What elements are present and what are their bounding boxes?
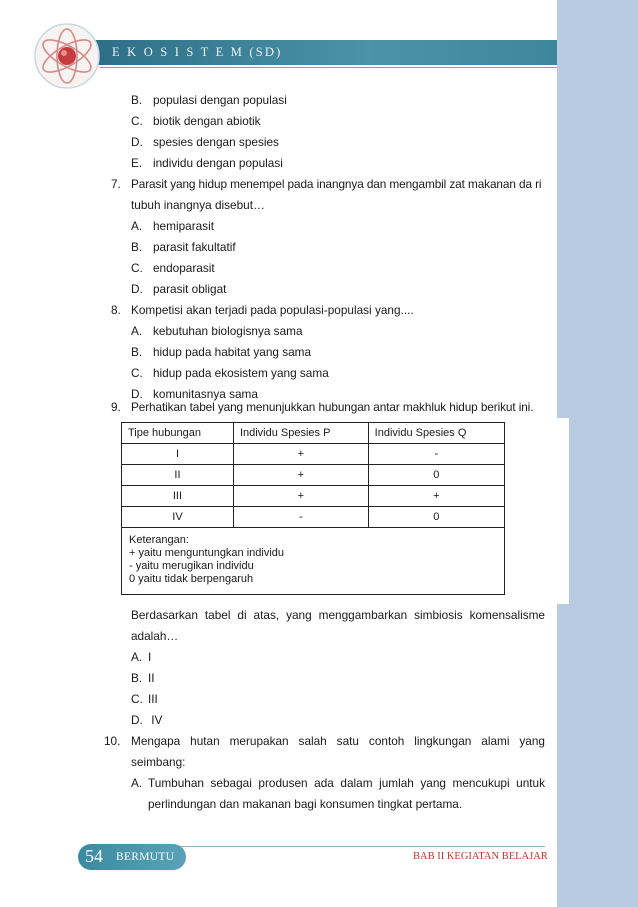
- page-number: 54: [85, 846, 103, 866]
- table-cell: IV: [122, 507, 234, 528]
- option-text: hidup pada ekosistem yang sama: [153, 366, 329, 380]
- table-cell: III: [122, 486, 234, 507]
- q9-option-b: [131, 668, 155, 689]
- q7-option-c: [131, 258, 215, 279]
- option-text: komunitasnya sama: [153, 387, 258, 401]
- table-row: [122, 486, 505, 507]
- option-letter: A.: [131, 650, 143, 664]
- option-letter: C.: [131, 692, 143, 706]
- q9-number: 9.: [111, 400, 121, 414]
- q10-text-line1: Mengapa hutan merupakan salah satu contoh lingkungan alami yang: [131, 734, 545, 748]
- option-text: biotik dengan abiotik: [153, 114, 261, 128]
- table-header-cell: Individu Spesies Q: [368, 423, 504, 444]
- table-row: [122, 465, 505, 486]
- q6-option-b: [131, 90, 287, 111]
- q10-option-a-letter: A.: [131, 776, 143, 790]
- option-letter: E.: [131, 156, 143, 170]
- q6-option-c: [131, 111, 261, 132]
- q9-option-c: [131, 689, 158, 710]
- option-letter: D.: [131, 387, 143, 401]
- option-text: hidup pada habitat yang sama: [153, 345, 312, 359]
- table-cell: 0: [368, 465, 504, 486]
- table-notes-row: [122, 528, 505, 595]
- q10-option-a-line2: perlindungan dan makanan bagi konsumen tingkat pertama.: [148, 797, 463, 811]
- q7-option-a: [131, 216, 214, 237]
- table-cell: II: [122, 465, 234, 486]
- option-text: IV: [148, 713, 163, 727]
- table-cell: +: [233, 486, 368, 507]
- table-header-row: [122, 423, 505, 444]
- option-text: parasit fakultatif: [153, 240, 236, 254]
- table-cell: +: [368, 486, 504, 507]
- notes-title: Keterangan:: [129, 534, 189, 546]
- option-letter: C.: [131, 114, 143, 128]
- table-cell: 0: [368, 507, 504, 528]
- option-letter: B.: [131, 240, 143, 254]
- option-text: spesies dengan spesies: [153, 135, 279, 149]
- q7-text-line1: Parasit yang hidup menempel pada inangnya dan mengambil zat makanan da ri: [131, 177, 542, 191]
- option-text: individu dengan populasi: [153, 156, 283, 170]
- q9-option-d: [131, 710, 163, 731]
- q10-option-a-line1: Tumbuhan sebagai produsen ada dalam jumlah yang mencukupi untuk: [148, 776, 545, 790]
- q6-option-e: [131, 153, 283, 174]
- table-cell: +: [233, 444, 368, 465]
- chapter-label: BAB II KEGIATAN BELAJAR: [413, 851, 548, 862]
- q6-option-d: [131, 132, 279, 153]
- q9-question-line1: Berdasarkan tabel di atas, yang menggambarkan simbiosis komensalisme: [131, 608, 545, 622]
- option-letter: B.: [131, 671, 143, 685]
- header-title: E K O S I S T E M (SD): [112, 45, 283, 59]
- notes-item: 0 yaitu tidak berpengaruh: [129, 573, 254, 585]
- option-letter: D.: [131, 282, 143, 296]
- q9-question-line2: adalah…: [131, 629, 179, 643]
- q8-option-c: [131, 363, 329, 384]
- q7-text-line2: tubuh inangnya disebut…: [131, 198, 265, 212]
- option-text: endoparasit: [153, 261, 215, 275]
- option-letter: A.: [131, 324, 143, 338]
- option-text: hemiparasit: [153, 219, 214, 233]
- option-letter: D.: [131, 713, 143, 727]
- table-row: [122, 507, 505, 528]
- q7-number: 7.: [111, 177, 121, 191]
- option-text: II: [148, 671, 155, 685]
- option-text: populasi dengan populasi: [153, 93, 287, 107]
- q10-text-line2: seimbang:: [131, 755, 186, 769]
- notes-item: + yaitu menguntungkan individu: [129, 547, 285, 559]
- option-letter: D.: [131, 135, 143, 149]
- table-cell: -: [368, 444, 504, 465]
- option-letter: C.: [131, 261, 143, 275]
- q8-option-b: [131, 342, 312, 363]
- q9-text-line1: Perhatikan tabel yang menunjukkan hubungan antar makhluk hidup berikut ini.: [131, 400, 534, 414]
- notes-item: - yaitu merugikan individu: [129, 560, 254, 572]
- q7-option-b: [131, 237, 236, 258]
- footer-label: BERMUTU: [116, 851, 175, 863]
- q10-number: 10.: [104, 734, 121, 748]
- relationship-table: [121, 422, 505, 595]
- table-cell: -: [233, 507, 368, 528]
- table-row: [122, 444, 505, 465]
- table-notes-cell: [122, 528, 505, 595]
- option-text: III: [148, 692, 158, 706]
- option-text: I: [148, 650, 152, 664]
- option-text: kebutuhan biologisnya sama: [153, 324, 303, 338]
- option-letter: A.: [131, 219, 143, 233]
- option-text: parasit obligat: [153, 282, 227, 296]
- table-header-cell: Tipe hubungan: [122, 423, 234, 444]
- option-letter: B.: [131, 345, 143, 359]
- q8-option-a: [131, 321, 303, 342]
- table-cell: I: [122, 444, 234, 465]
- q9-option-a: [131, 647, 152, 668]
- q8-text-line1: Kompetisi akan terjadi pada populasi-populasi yang....: [131, 303, 414, 317]
- option-letter: B.: [131, 93, 143, 107]
- option-letter: C.: [131, 366, 143, 380]
- q8-number: 8.: [111, 303, 121, 317]
- table-header-cell: Individu Spesies P: [233, 423, 368, 444]
- q7-option-d: [131, 279, 227, 300]
- table-cell: +: [233, 465, 368, 486]
